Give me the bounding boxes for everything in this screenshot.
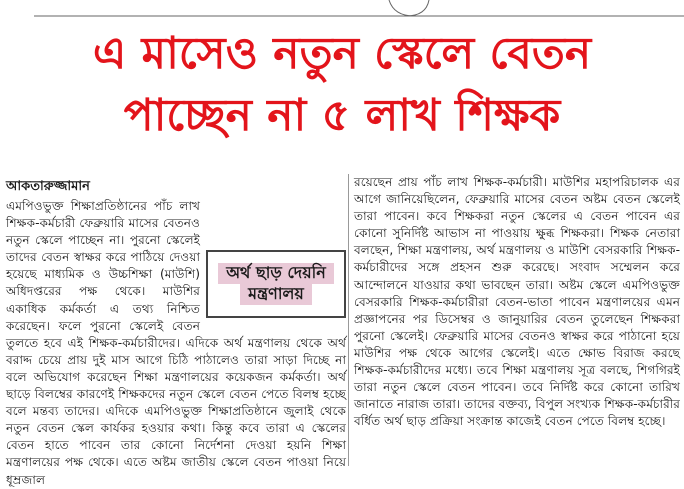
headline-line-1: এ মাসেও নতুন স্কেলে বেতন: [92, 28, 592, 79]
column-2-text: রয়েছেন প্রায় পাঁচ লাখ শিক্ষক-কর্মচারী। মাউশির মহাপরিচালক এর আগে জানিয়েছিলেন, ফেব্রুয়ারি মাসের বেতন অষ্টম বেতন স্কেলেই তারা পাবেন। কবে শিক্ষকরা নতুন স্কেলের এ বেতন পাবেন এর কোনো সুনির্দিষ্ট আভাস না পাওয়ায় ক্ষুব্ধ শিক্ষকরা। শিক্ষক নেতারা বলছেন, শিক্ষা মন্ত্রণালয়, অর্থ মন্ত্রণালয় ও মাউশি বেসরকারি শিক্ষক-কর্মচারীদের সঙ্গে প্রহসন শুরু করেছে। সংবাদ সম্মেলন করে আন্দোলনে যাওয়ার কথা ভাবছেন তারা। অষ্টম স্কেলে এমপিওভুক্ত বেসরকারি শিক্ষক-কর্মচারীরা বেতন-ভাতা পাবেন মন্ত্রণালয়ের এমন প্রজ্ঞাপনের পর ডিসেম্বর ও জানুয়ারির বেতন তুলেছেন শিক্ষকরা পুরনো স্কেলেই। ফেব্রুয়ারি মাসের বেতনও স্বাক্ষর করে পাঠানো হয়ে মাউশির পক্ষ থেকে আগের স্কেলেই। এতে ক্ষোভ বিরাজ করছে শিক্ষক-কর্মচারীদের মধ্যে। তবে শিক্ষা মন্ত্রণালয় সূত্র বলছে, শিগগিরই তারা নতুন স্কেলে বেতন পাবেন। তবে নির্দিষ্ট করে কোনো তারিখ জানাতে নারাজ তারা। তাদের বক্তব্য, বিপুল সংখ্যক শিক্ষক-কর্মচারীর বর্ধিত অর্থ ছাড় প্রক্রিয়া সংক্রান্ত কাজেই বেতন পেতে বিলম্ব হচ্ছে।: [354, 175, 680, 429]
headline-line-2: পাচ্ছেন না ৫ লাখ শিক্ষক: [123, 89, 561, 141]
pullquote-box: [206, 250, 346, 318]
column-divider: [348, 174, 349, 466]
top-decorative-rule: [34, 0, 684, 18]
article-column-1: [6, 198, 346, 487]
column-1-text: এমপিওভুক্ত শিক্ষাপ্রতিষ্ঠানের পাঁচ লাখ শিক্ষক-কর্মচারী ফেব্রুয়ারি মাসের বেতনও নতুন স্কেলে পাচ্ছেন না। পুরনো স্কেলেই তাদের বেতন স্বাক্ষর করে পাঠিয়ে দেওয়া হয়েছে মাধ্যমিক ও উচ্চশিক্ষা (মাউশি) অধিদপ্তরের পক্ষ থেকে। মাউশির একাধিক কর্মকর্তা এ তথ্য নিশ্চিত করেছেন। ফলে পুরনো স্কেলেই বেতন তুলতে হবে এই শিক্ষক-কর্মচারীদের। এদিকে অর্থ মন্ত্রণালয় থেকে অর্থ বরাদ্দ চেয়ে প্রায় দুই মাস আগে চিঠি পাঠালেও তারা সাড়া দিচ্ছে না বলে অভিযোগ করেছেন শিক্ষা মন্ত্রণালয়ের কয়েকজন কর্মকর্তা। অর্থ ছাড়ে বিলম্বের কারণেই শিক্ষকদের নতুন স্কেলে বেতন পেতে বিলম্ব হচ্ছে বলে মন্তব্য তাদের। এদিকে এমপিওভুক্ত শিক্ষাপ্রতিষ্ঠানে জুলাই থেকে নতুন বেতন স্কেল কার্যকর হওয়ার কথা। কিন্তু কবে তারা এ স্কেলের বেতন হাতে পাবেন তার কোনো নির্দেশনা দেওয়া হয়নি শিক্ষা মন্ত্রণালয়ের পক্ষ থেকে। এতে অষ্টম জাতীয় স্কেলে বেতন পাওয়া নিয়ে ধূম্রজাল: [6, 199, 346, 487]
pullquote-line-1: অর্থ ছাড় দেয়নি: [218, 263, 334, 284]
article-column-2: [354, 174, 680, 466]
headline: [0, 28, 684, 142]
pullquote-line-2: মন্ত্রণালয়: [240, 284, 312, 305]
byline: আকতারুজ্জামান: [6, 179, 90, 194]
